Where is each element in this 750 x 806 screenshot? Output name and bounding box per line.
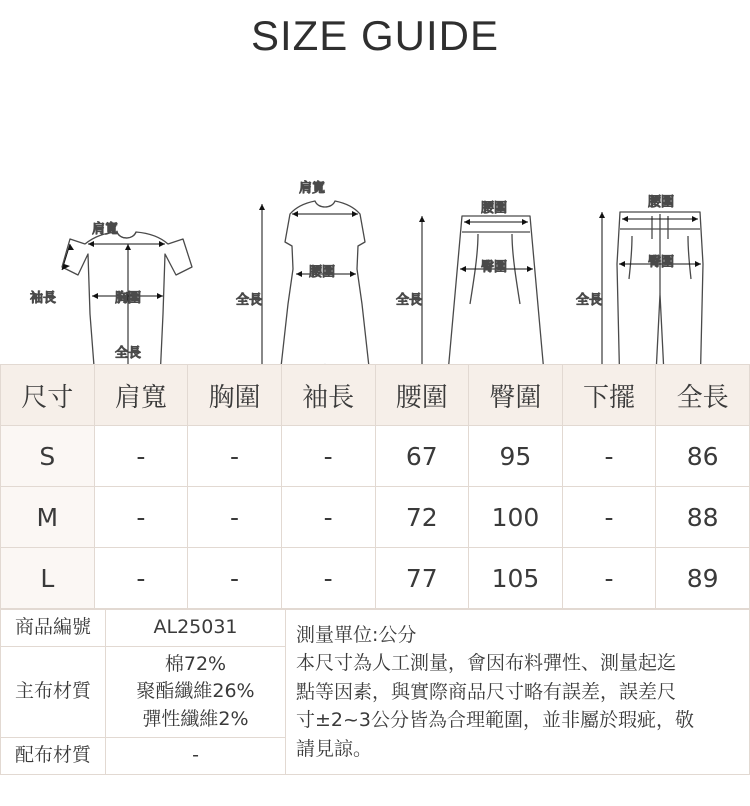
col-header-hem: 下擺	[562, 365, 656, 426]
figure-label: 臀圍	[647, 255, 675, 270]
col-header-bust: 胸圍	[188, 365, 282, 426]
cell-sleeve: -	[281, 487, 375, 548]
cell-hem: -	[562, 426, 656, 487]
product-info-table	[0, 609, 750, 775]
col-header-waist: 腰圍	[375, 365, 469, 426]
figure-label: 臀圍	[480, 260, 508, 275]
row-size-label: S	[1, 426, 95, 487]
figure-label: 全長	[396, 293, 423, 308]
garment-diagrams	[0, 64, 750, 364]
col-header-hip: 臀圍	[469, 365, 563, 426]
table-row	[1, 487, 750, 548]
sub-fabric-label: 配布材質	[1, 738, 106, 775]
cell-shoulder: -	[94, 487, 188, 548]
sub-fabric-value: -	[106, 738, 286, 775]
note-line-2: 本尺寸為人工測量，會因布料彈性、測量起迄	[296, 652, 677, 675]
main-fabric-label: 主布材質	[1, 646, 106, 738]
col-header-length: 全長	[656, 365, 750, 426]
skirt-figure	[419, 216, 545, 364]
cell-sleeve: -	[281, 548, 375, 609]
cell-hip: 105	[469, 548, 563, 609]
cell-length: 88	[656, 487, 750, 548]
cell-waist: 77	[375, 548, 469, 609]
info-row-item-no	[1, 610, 750, 647]
cell-waist: 67	[375, 426, 469, 487]
cell-bust: -	[188, 426, 282, 487]
cell-shoulder: -	[94, 548, 188, 609]
cell-hip: 100	[469, 487, 563, 548]
figure-label: 肩寬	[91, 222, 119, 237]
item-no-value: AL25031	[106, 610, 286, 647]
cell-hem: -	[562, 487, 656, 548]
cell-bust: -	[188, 548, 282, 609]
figure-label: 全長	[114, 346, 142, 361]
figure-label: 全長	[576, 293, 603, 308]
table-row	[1, 426, 750, 487]
figure-label: 袖長	[30, 291, 57, 306]
col-header-sleeve: 袖長	[281, 365, 375, 426]
figure-label: 肩寬	[298, 181, 326, 196]
figure-label: 胸圍	[114, 291, 142, 306]
cell-length: 89	[656, 548, 750, 609]
pants-figure	[599, 212, 703, 364]
size-table	[0, 364, 750, 609]
item-no-label: 商品編號	[1, 610, 106, 647]
row-size-label: M	[1, 487, 95, 548]
note-line-4: 寸±2~3公分皆為合理範圍，並非屬於瑕疵，敬	[296, 709, 695, 732]
cell-hem: -	[562, 548, 656, 609]
fabric-line-3: 彈性纖維2%	[142, 707, 249, 730]
page-title: SIZE GUIDE	[250, 12, 500, 59]
main-fabric-value	[106, 646, 286, 738]
table-row	[1, 548, 750, 609]
figure-label: 全長	[236, 293, 263, 308]
dress-figure	[259, 201, 372, 364]
fabric-line-1: 棉72%	[164, 652, 227, 675]
cell-sleeve: -	[281, 426, 375, 487]
cell-hip: 95	[469, 426, 563, 487]
figure-label: 腰圍	[647, 195, 675, 210]
note-line-1: 測量單位:公分	[296, 623, 417, 646]
table-header-row	[1, 365, 750, 426]
note-line-3: 點等因素，與實際商品尺寸略有誤差，誤差尺	[296, 680, 677, 703]
col-header-shoulder: 肩寬	[94, 365, 188, 426]
note-line-5: 請見諒。	[296, 737, 373, 760]
row-size-label: L	[1, 548, 95, 609]
figure-label: 腰圍	[480, 201, 508, 216]
cell-bust: -	[188, 487, 282, 548]
cell-shoulder: -	[94, 426, 188, 487]
cell-waist: 72	[375, 487, 469, 548]
figure-label: 腰圍	[308, 265, 336, 280]
measurement-note	[286, 610, 750, 775]
cell-length: 86	[656, 426, 750, 487]
fabric-line-2: 聚酯纖維26%	[136, 680, 255, 703]
col-header-size: 尺寸	[1, 365, 95, 426]
